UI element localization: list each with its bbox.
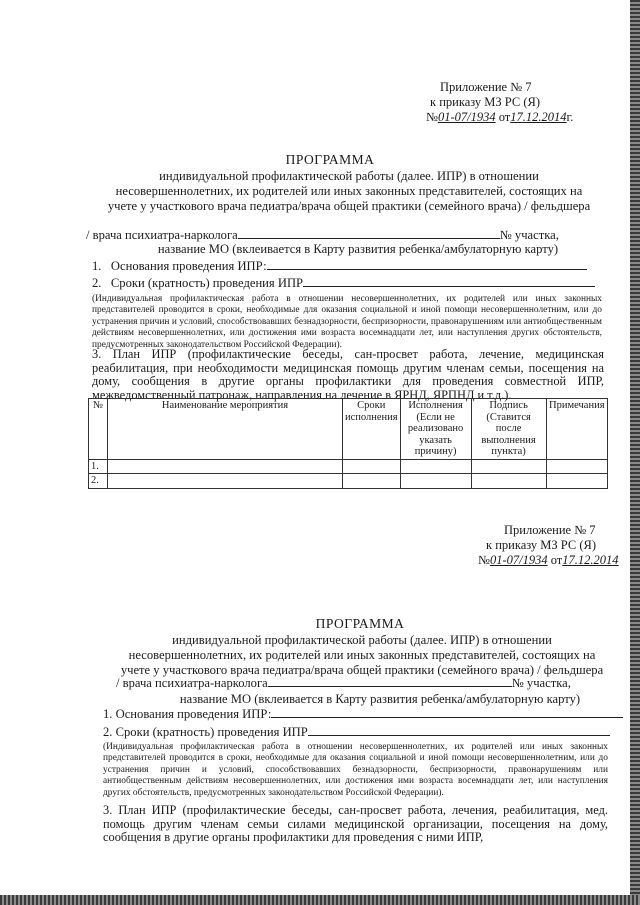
appendix-block-top bbox=[426, 80, 626, 125]
doctor-blank-b bbox=[268, 675, 512, 687]
col-signature: Подпись (Ставится после выполнения пункта) bbox=[471, 399, 546, 460]
item-1-top bbox=[92, 258, 587, 274]
appendix-num-value-2: 01-07/1934 bbox=[489, 553, 548, 567]
col-num: № bbox=[89, 399, 108, 460]
scan-edge-right bbox=[630, 0, 640, 905]
heading-line-1: индивидуальной профилактической работы (далее. ИПР) в отношении bbox=[159, 169, 539, 183]
appendix-num-value: 01-07/1934 bbox=[437, 110, 496, 124]
table-cell[interactable] bbox=[108, 459, 343, 474]
appendix-date-value: 17.12.2014 bbox=[510, 110, 567, 124]
mo-line-top: название МО (вклеивается в Карту развития ребенка/амбулаторную карту) bbox=[157, 242, 559, 256]
heading-line-2: несовершеннолетних, их родителей или иных законных представителей, состоящих на bbox=[115, 184, 583, 199]
item-2-blank bbox=[303, 275, 595, 287]
doctor-blank bbox=[238, 227, 500, 239]
appendix-order-2: к приказу МЗ РС (Я) bbox=[486, 538, 597, 552]
doctor-line-top bbox=[86, 227, 606, 243]
table-cell[interactable] bbox=[400, 474, 471, 489]
doctor-label-b: / врача психиатра-нарколога bbox=[116, 676, 268, 690]
area-label-b: № участка, bbox=[511, 676, 571, 690]
table-cell[interactable] bbox=[343, 474, 401, 489]
appendix-date-value-2: 17.12.2014 bbox=[562, 553, 619, 567]
scan-edge-bottom bbox=[0, 895, 640, 905]
item-2-label: Сроки (кратность) проведения ИПР bbox=[110, 276, 304, 290]
item-2-label-b: Сроки (кратность) проведения ИПР bbox=[115, 725, 308, 739]
row-number: 2. bbox=[89, 474, 108, 489]
doctor-line-bottom bbox=[116, 675, 626, 691]
note-top: (Индивидуальная профилактическая работа в отношении несовершеннолетних, их родителей или иных законных представителей проводится в сроки, необходимые для оказания социальной и иной помощи несовершеннолетним, или до устранения причин и условий, способствовавших безнадзорности, беспризорности, правонарушениям или антиобщественным действиям несовершеннолетних, или достижения ими возраста восемнадцати лет, или наступления других обстоятельств, предусмотренных законодательством Российской Федерации). bbox=[92, 294, 602, 350]
item-2-bottom bbox=[103, 724, 610, 740]
col-execution: Исполнения (Если не реализовано указать причину) bbox=[400, 399, 471, 460]
plan-table bbox=[88, 398, 608, 489]
appendix-title-2: Приложение № 7 bbox=[504, 523, 596, 537]
appendix-number-line-2 bbox=[478, 553, 634, 568]
program-title-top: ПРОГРАММА bbox=[285, 152, 375, 167]
table-row bbox=[89, 459, 608, 474]
table-cell[interactable] bbox=[108, 474, 343, 489]
item-1-blank bbox=[267, 258, 587, 270]
appendix-date-prefix-2: от bbox=[550, 553, 563, 567]
item-2-top bbox=[92, 275, 595, 291]
item-2-num-b: 2. bbox=[103, 725, 113, 739]
appendix-title: Приложение № 7 bbox=[440, 80, 532, 94]
mo-line-bottom: название МО (вклеивается в Карту развития ребенка/амбулаторную карту) bbox=[179, 692, 581, 706]
table-cell[interactable] bbox=[546, 474, 607, 489]
row-number: 1. bbox=[89, 459, 108, 474]
col-deadline: Сроки исполнения bbox=[343, 399, 401, 460]
table-cell[interactable] bbox=[546, 459, 607, 474]
program-heading-top bbox=[84, 169, 614, 215]
table-cell[interactable] bbox=[471, 459, 546, 474]
item-1-label: Основания проведения ИПР: bbox=[110, 259, 267, 273]
item-3-top: 3. План ИПР (профилактические беседы, сан-просвет работа, лечение, медицинская реабилитация, при необходимости медицинская помощь другим членам семьи, посещения на дому, сообщения в другие органы профилактики для проведения совместной ИПР, межведомственный патронаж, направления на лечение в ЯРНД, ЯРПНД и т.д.). bbox=[92, 347, 604, 402]
item-1-num: 1. bbox=[92, 259, 102, 273]
table-row bbox=[89, 474, 608, 489]
appendix-block-bottom bbox=[478, 523, 634, 568]
doctor-label: / врача психиатра-нарколога bbox=[86, 228, 238, 242]
appendix-num-prefix-2: № bbox=[478, 553, 490, 567]
appendix-order: к приказу МЗ РС (Я) bbox=[430, 95, 541, 109]
heading-line-3: учете у участкового врача педиатра/врача общей практики (семейного врача) / фельдшера bbox=[107, 199, 591, 214]
appendix-number-line bbox=[426, 110, 626, 125]
appendix-num-prefix: № bbox=[426, 110, 438, 124]
program-title-bottom: ПРОГРАММА bbox=[315, 616, 405, 631]
table-cell[interactable] bbox=[343, 459, 401, 474]
item-1-num-b: 1. bbox=[103, 707, 113, 721]
table-cell[interactable] bbox=[400, 459, 471, 474]
heading-line-2-b: несовершеннолетних, их родителей или иных законных представителей, состоящих на bbox=[128, 648, 596, 663]
item-2-blank-b bbox=[308, 724, 610, 736]
item-1-blank-b bbox=[271, 706, 623, 718]
item-3-bottom: 3. План ИПР (профилактические беседы, сан-просвет работа, лечения, реабилитация, мед. помощь другим членам семьи силами медицинской организации, посещения на дому, сообщения в другие органы профилактики для проведения с ними ИПР, bbox=[103, 803, 608, 845]
program-heading-bottom bbox=[96, 633, 628, 679]
heading-line-1-b: индивидуальной профилактической работы (далее. ИПР) в отношении bbox=[172, 633, 552, 647]
appendix-date-suffix: г. bbox=[566, 110, 574, 124]
item-1-label-b: Основания проведения ИПР: bbox=[115, 707, 272, 721]
item-2-num: 2. bbox=[92, 276, 102, 290]
table-cell[interactable] bbox=[471, 474, 546, 489]
area-label: № участка, bbox=[499, 228, 559, 242]
heading-line-3-b: учете у участкового врача педиатра/врача общей практики (семейного врача) / фельдшера bbox=[120, 663, 604, 678]
note-bottom: (Индивидуальная профилактическая работа в отношении несовершеннолетних, их родителей или иных законных представителей проводится в сроки, необходимые для оказания социальной и иной помощи несовершеннолетним, или до устранения причин и условий, способствовавших безнадзорности, беспризорности, правонарушениям или антиобщественным действиям несовершеннолетних, или достижения ими возраста восемнадцати лет, или наступления других обстоятельств, предусмотренных законодательством Российской Федерации). bbox=[103, 742, 608, 798]
item-1-bottom bbox=[103, 706, 623, 722]
plan-table-header-row bbox=[89, 399, 608, 460]
col-name: Наименование мероприятия bbox=[108, 399, 343, 460]
appendix-date-prefix: от bbox=[498, 110, 511, 124]
col-notes: Примечания bbox=[546, 399, 607, 460]
